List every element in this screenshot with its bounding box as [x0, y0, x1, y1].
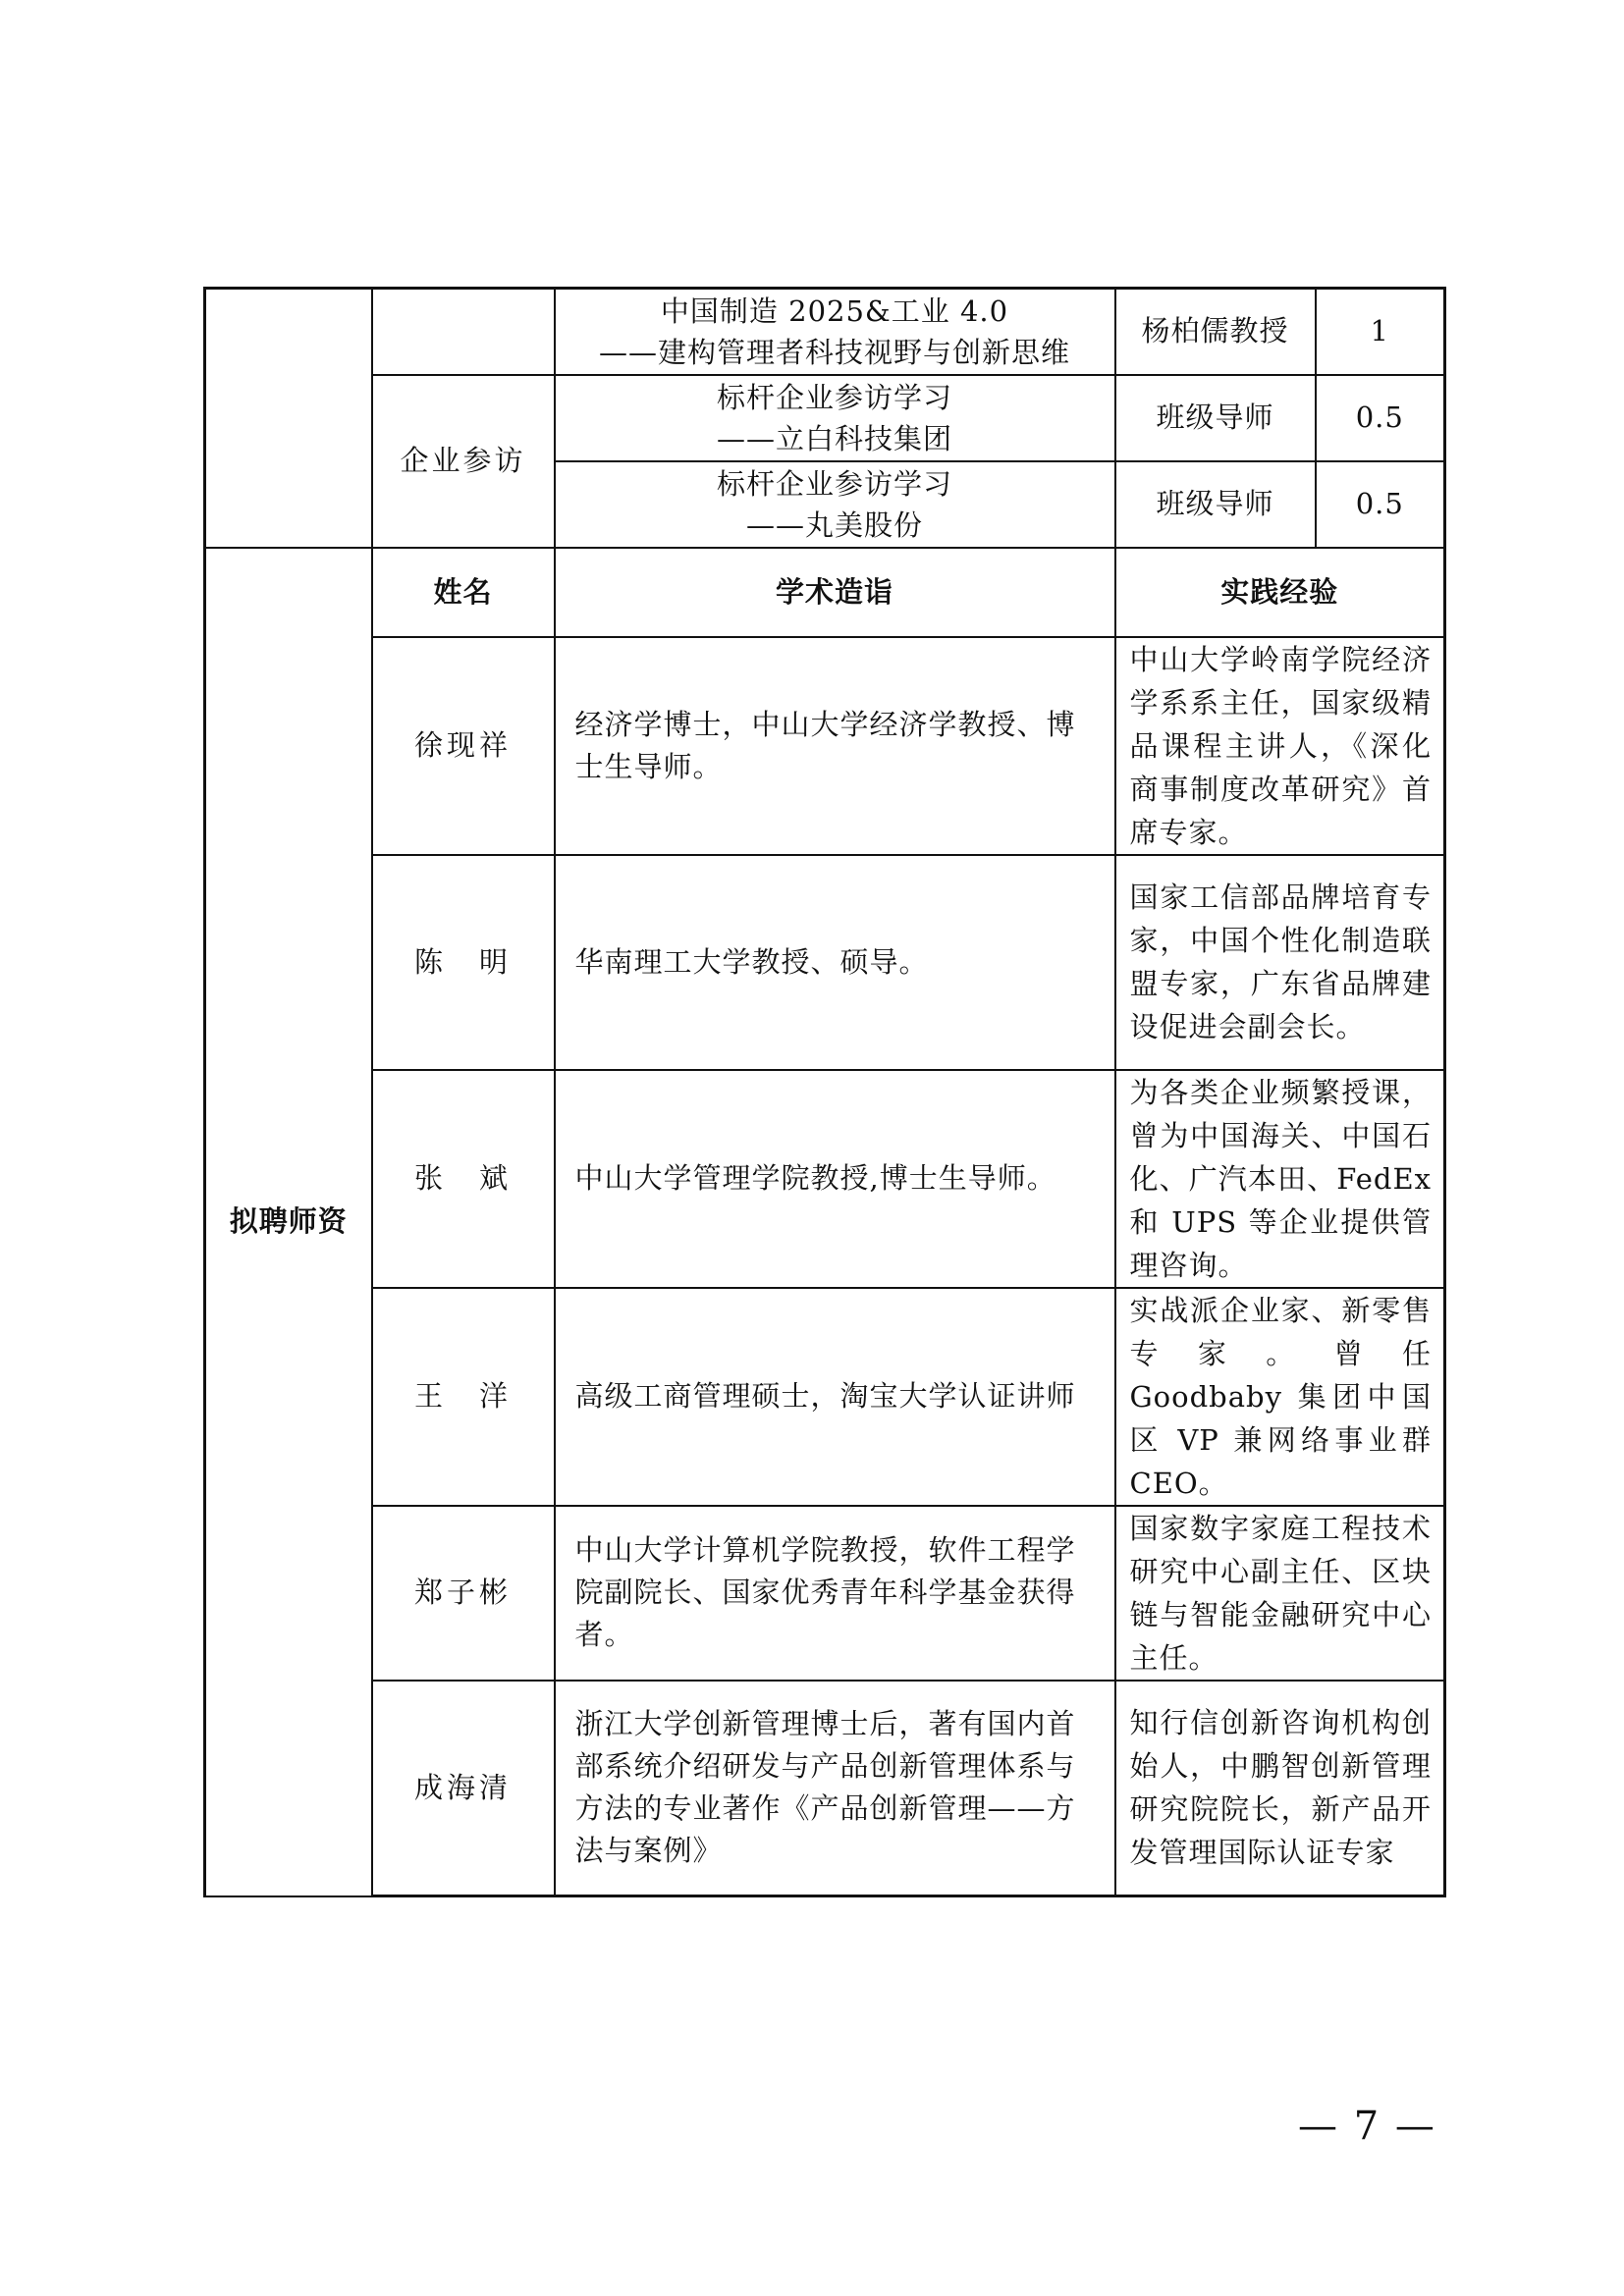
course-title-line1: 标杆企业参访学习	[716, 466, 952, 501]
faculty-name: 郑子彬	[372, 1506, 555, 1681]
faculty-academic: 华南理工大学教授、硕导。	[555, 855, 1115, 1070]
page-number: — 7 —	[1298, 2104, 1436, 2149]
course-title-cell	[555, 289, 1115, 375]
header-academic: 学术造诣	[555, 548, 1115, 637]
faculty-practice: 中山大学岭南学院经济学系系主任，国家级精品课程主讲人，《深化商事制度改革研究》首席专家。	[1115, 637, 1445, 855]
course-title-line2: ——建构管理者科技视野与创新思维	[598, 335, 1070, 369]
faculty-row	[205, 1070, 1445, 1288]
faculty-practice: 实战派企业家、新零售专家。曾任 Goodbaby 集团中国区 VP 兼网络事业群 CEO。	[1115, 1288, 1445, 1506]
faculty-row	[205, 855, 1445, 1070]
teacher-cell: 班级导师	[1115, 461, 1316, 548]
course-title-line2: ——丸美股份	[745, 507, 923, 542]
faculty-header-row	[205, 548, 1445, 637]
hours-cell: 0.5	[1316, 461, 1445, 548]
faculty-row	[205, 1506, 1445, 1681]
faculty-academic: 中山大学计算机学院教授，软件工程学院副院长、国家优秀青年科学基金获得者。	[555, 1506, 1115, 1681]
course-row	[205, 375, 1445, 461]
faculty-practice: 知行信创新咨询机构创始人，中鹏智创新管理研究院院长，新产品开发管理国际认证专家	[1115, 1681, 1445, 1896]
course-row	[205, 289, 1445, 375]
submodule-cell	[372, 289, 555, 375]
faculty-name: 王 洋	[372, 1288, 555, 1506]
faculty-name: 徐现祥	[372, 637, 555, 855]
module-label-cell: 企业参访	[372, 375, 555, 548]
course-title-cell	[555, 375, 1115, 461]
hours-cell: 1	[1316, 289, 1445, 375]
faculty-practice: 为各类企业频繁授课，曾为中国海关、中国石化、广汽本田、FedEx 和 UPS 等企业提供管理咨询。	[1115, 1070, 1445, 1288]
course-title-cell	[555, 461, 1115, 548]
module-group-cell	[205, 289, 372, 548]
faculty-name: 成海清	[372, 1681, 555, 1896]
faculty-row	[205, 1288, 1445, 1506]
hours-cell: 0.5	[1316, 375, 1445, 461]
faculty-academic: 浙江大学创新管理博士后，著有国内首部系统介绍研发与产品创新管理体系与方法的专业著作《产品创新管理——方法与案例》	[555, 1681, 1115, 1896]
course-title-line1: 中国制造 2025&工业 4.0	[660, 294, 1009, 328]
faculty-name: 陈 明	[372, 855, 555, 1070]
course-title-line1: 标杆企业参访学习	[716, 380, 952, 414]
teacher-cell: 杨柏儒教授	[1115, 289, 1316, 375]
faculty-academic: 中山大学管理学院教授,博士生导师。	[555, 1070, 1115, 1288]
faculty-practice: 国家工信部品牌培育专家，中国个性化制造联盟专家，广东省品牌建设促进会副会长。	[1115, 855, 1445, 1070]
faculty-row	[205, 637, 1445, 855]
course-title-line2: ——立白科技集团	[716, 421, 952, 455]
faculty-academic: 经济学博士，中山大学经济学教授、博士生导师。	[555, 637, 1115, 855]
course-schedule-table	[203, 287, 1446, 1897]
header-practice: 实践经验	[1115, 548, 1445, 637]
faculty-name: 张 斌	[372, 1070, 555, 1288]
faculty-practice: 国家数字家庭工程技术研究中心副主任、区块链与智能金融研究中心主任。	[1115, 1506, 1445, 1681]
faculty-row	[205, 1681, 1445, 1896]
header-name: 姓名	[372, 548, 555, 637]
teacher-cell: 班级导师	[1115, 375, 1316, 461]
faculty-label-cell: 拟聘师资	[205, 548, 372, 1896]
faculty-academic: 高级工商管理硕士，淘宝大学认证讲师	[555, 1288, 1115, 1506]
